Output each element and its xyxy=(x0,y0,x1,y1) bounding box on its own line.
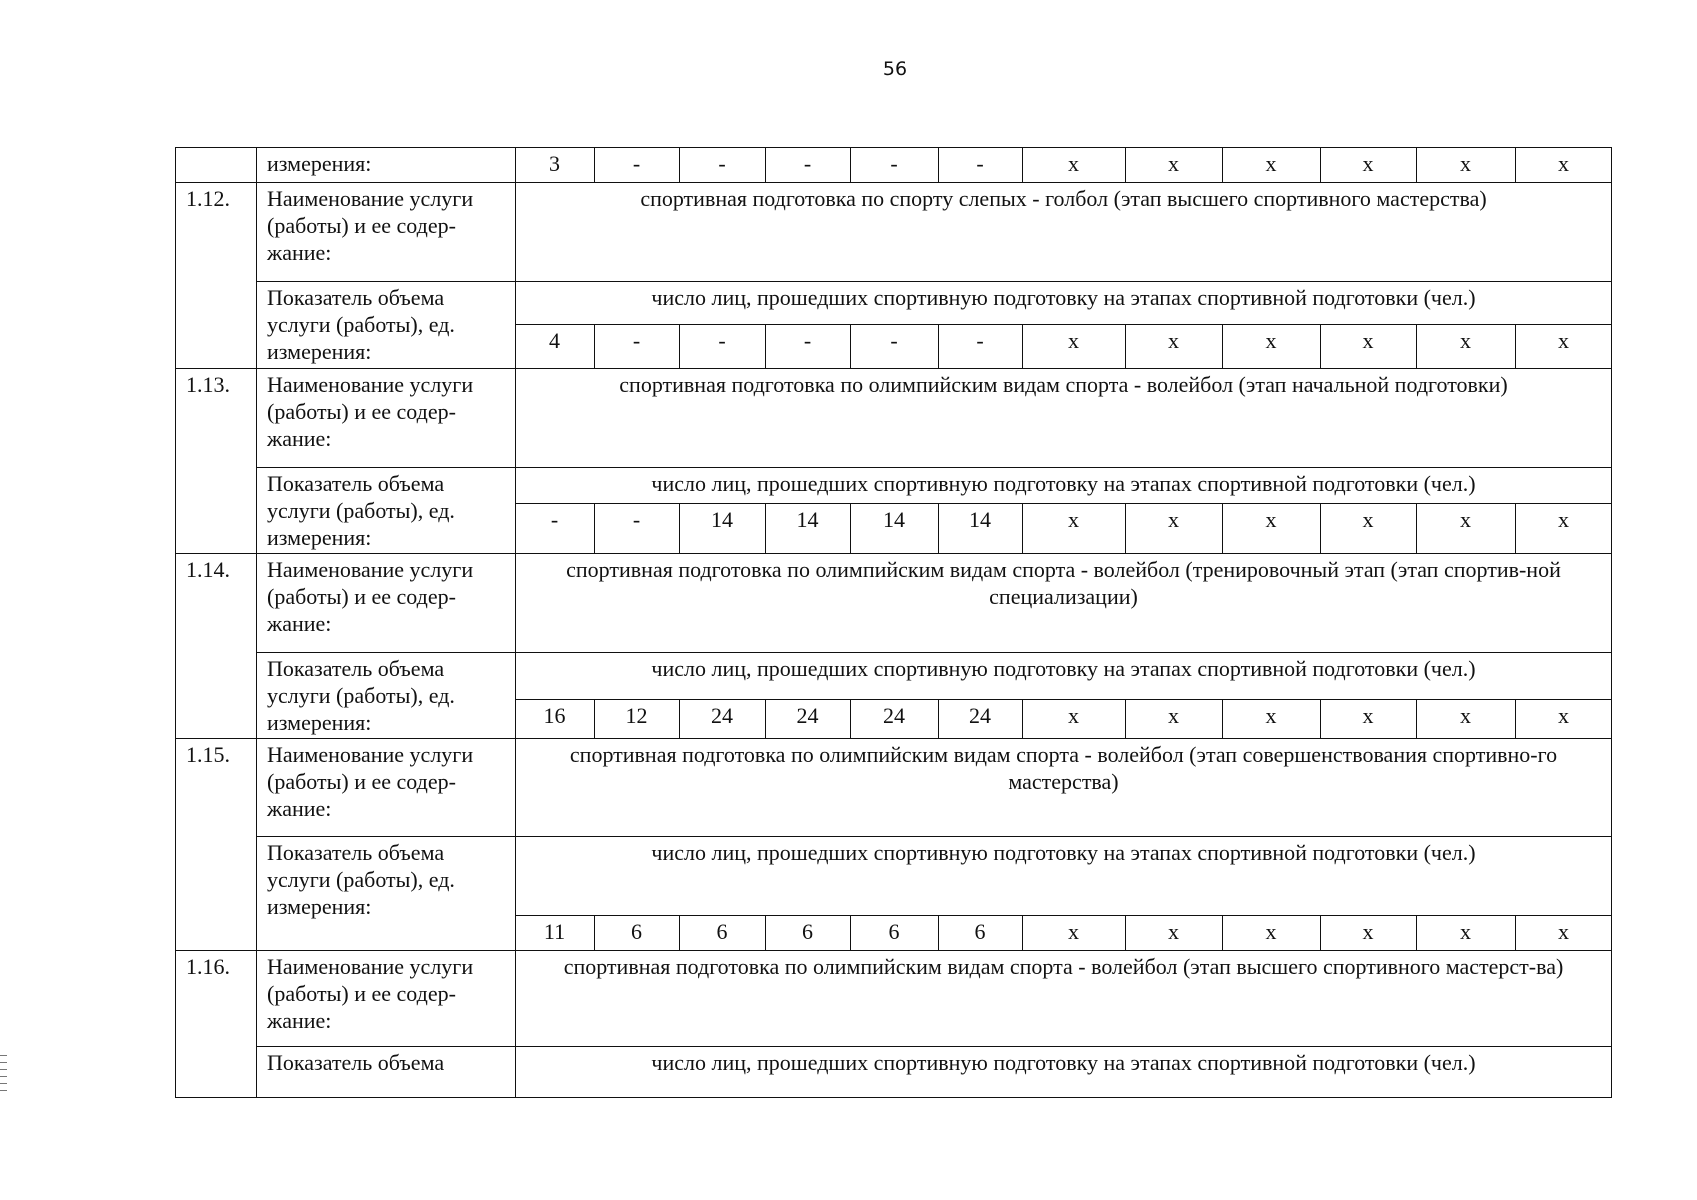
value-cell: 14 xyxy=(796,507,819,532)
value-cell: x xyxy=(1362,703,1374,728)
indicator-label: Показатель объема услуги (работы), ед. измерения: xyxy=(267,840,455,919)
value-cell: - xyxy=(976,151,984,176)
value-cell: 4 xyxy=(549,328,560,353)
table-rule xyxy=(256,281,1612,282)
value-cell: 24 xyxy=(969,703,991,728)
page-number: 56 xyxy=(882,58,908,80)
value-cell: 6 xyxy=(802,919,813,944)
indicator-value: число лиц, прошедших спортивную подготовку на этапах спортивной подготовки (чел.) xyxy=(651,1050,1476,1075)
service-name-value: спортивная подготовка по олимпийским видам спорта - волейбол (этап высшего спортивного мастерст-ва) xyxy=(563,954,1564,979)
section-number: 1.16. xyxy=(186,954,230,979)
value-cell: x xyxy=(1460,151,1471,176)
indicator-value: число лиц, прошедших спортивную подготовку на этапах спортивной подготовки (чел.) xyxy=(651,656,1476,681)
value-cell: 6 xyxy=(974,919,986,944)
margin-tick xyxy=(0,1083,7,1084)
value-cell: x xyxy=(1362,328,1374,353)
value-cell: - xyxy=(718,151,726,176)
service-name-value: спортивная подготовка по олимпийским видам спорта - волейбол (этап начальной подготовки) xyxy=(619,372,1508,397)
value-cell: x xyxy=(1168,919,1179,944)
value-cell: 3 xyxy=(549,151,560,176)
value-cell: x xyxy=(1265,151,1277,176)
value-cell: x xyxy=(1068,507,1079,532)
table-rule xyxy=(256,147,257,1098)
table-rule xyxy=(175,182,1612,183)
value-cell: 14 xyxy=(711,507,733,532)
value-cell: x xyxy=(1460,703,1471,728)
table-rule xyxy=(175,950,1612,951)
value-cell: 11 xyxy=(543,919,566,944)
table-rule xyxy=(175,368,1612,369)
table-rule xyxy=(256,467,1612,468)
value-cell: 6 xyxy=(716,919,728,944)
service-name-label: Наименование услуги (работы) и ее содер-жание: xyxy=(267,557,474,636)
value-cell: x xyxy=(1265,703,1277,728)
indicator-label: Показатель объема услуги (работы), ед. измерения: xyxy=(267,471,455,550)
indicator-value: число лиц, прошедших спортивную подготовку на этапах спортивной подготовки (чел.) xyxy=(651,471,1476,496)
indicator-label: Показатель объема услуги (работы), ед. измерения: xyxy=(267,656,455,735)
value-cell: - xyxy=(632,507,641,532)
value-cell: 24 xyxy=(796,703,819,728)
value-cell: - xyxy=(632,151,641,176)
value-cell: x xyxy=(1168,507,1179,532)
value-cell: - xyxy=(550,507,559,532)
section-number: 1.13. xyxy=(186,372,230,397)
value-cell: x xyxy=(1460,919,1471,944)
service-name-label: Наименование услуги (работы) и ее содер-жание: xyxy=(267,742,474,821)
value-cell: x xyxy=(1558,919,1569,944)
table-rule xyxy=(256,836,1612,837)
value-cell: x xyxy=(1362,151,1374,176)
value-cell: x xyxy=(1558,151,1569,176)
value-cell: x xyxy=(1068,703,1079,728)
table-rule xyxy=(256,652,1612,653)
value-cell: 12 xyxy=(625,703,648,728)
table-rule xyxy=(515,147,516,1098)
value-cell: 14 xyxy=(883,507,905,532)
value-cell: - xyxy=(890,151,898,176)
service-name-label: Наименование услуги (работы) и ее содер-жание: xyxy=(267,372,474,451)
value-cell: - xyxy=(976,328,984,353)
section-number: 1.15. xyxy=(186,742,230,767)
margin-tick xyxy=(0,1069,7,1070)
value-cell: - xyxy=(803,151,812,176)
value-cell: x xyxy=(1265,507,1277,532)
value-cell: 16 xyxy=(543,703,566,728)
value-cell: - xyxy=(632,328,641,353)
value-cell: x xyxy=(1168,328,1179,353)
section-number: 1.12. xyxy=(186,186,230,211)
value-cell: x xyxy=(1460,328,1471,353)
value-cell: x xyxy=(1558,703,1569,728)
value-cell: x xyxy=(1558,328,1569,353)
margin-tick xyxy=(0,1055,7,1056)
value-cell: 6 xyxy=(888,919,900,944)
value-cell: x xyxy=(1362,507,1374,532)
value-cell: x xyxy=(1068,919,1079,944)
service-name-value: спортивная подготовка по олимпийским видам спорта - волейбол (тренировочный этап (этап спортив-ной специализации) xyxy=(566,557,1561,609)
service-name-label: Наименование услуги (работы) и ее содер-жание: xyxy=(267,186,474,265)
value-cell: 24 xyxy=(883,703,905,728)
indicator-label: Показатель объема услуги (работы), ед. измерения: xyxy=(267,285,455,364)
indicator-value: число лиц, прошедших спортивную подготовку на этапах спортивной подготовки (чел.) xyxy=(651,840,1476,865)
value-cell: 6 xyxy=(631,919,642,944)
table-rule xyxy=(175,553,1612,554)
value-cell: x xyxy=(1168,151,1179,176)
value-cell: x xyxy=(1460,507,1471,532)
indicator-label: Показатель объема xyxy=(267,1050,445,1075)
value-cell: x xyxy=(1265,919,1277,944)
value-cell: x xyxy=(1168,703,1179,728)
indicator-label: измерения: xyxy=(267,151,372,176)
value-cell: - xyxy=(803,328,812,353)
margin-tick xyxy=(0,1076,7,1077)
section-number: 1.14. xyxy=(186,557,230,582)
table-rule xyxy=(256,1046,1612,1047)
value-cell: - xyxy=(718,328,726,353)
value-cell: - xyxy=(890,328,898,353)
value-cell: x xyxy=(1558,507,1569,532)
service-name-value: спортивная подготовка по олимпийским видам спорта - волейбол (этап совершенствования спортивно-го мастерства) xyxy=(569,742,1558,794)
margin-tick xyxy=(0,1090,7,1091)
value-cell: 24 xyxy=(711,703,733,728)
value-cell: x xyxy=(1265,328,1277,353)
service-name-label: Наименование услуги (работы) и ее содер-жание: xyxy=(267,954,474,1033)
service-name-value: спортивная подготовка по спорту слепых - голбол (этап высшего спортивного мастерства) xyxy=(640,186,1487,211)
value-cell: x xyxy=(1068,151,1079,176)
value-cell: 14 xyxy=(969,507,991,532)
table-rule xyxy=(175,738,1612,739)
value-cell: x xyxy=(1068,328,1079,353)
indicator-value: число лиц, прошедших спортивную подготовку на этапах спортивной подготовки (чел.) xyxy=(651,285,1476,310)
value-cell: x xyxy=(1362,919,1374,944)
margin-tick xyxy=(0,1062,7,1063)
